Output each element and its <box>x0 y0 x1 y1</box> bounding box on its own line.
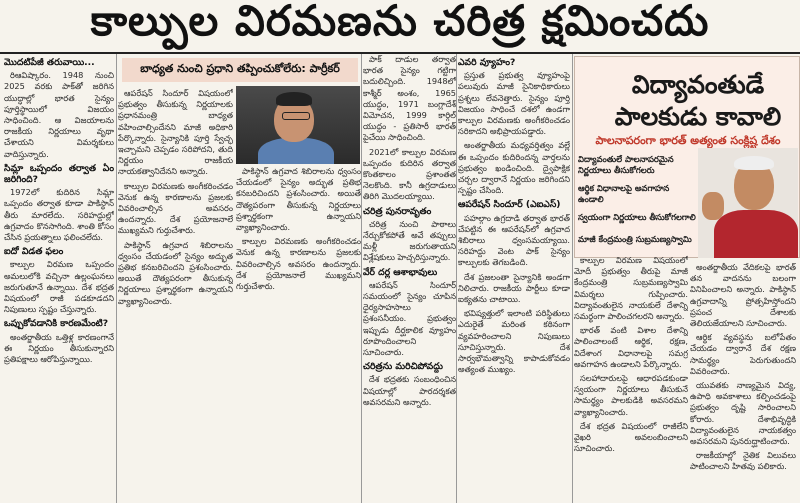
paragraph: దేశ ప్రజలంతా సైన్యానికి అండగా నిలిచారు. రాజకీయ పార్టీలు కూడా ఐక్యతను చాటాయి. <box>458 271 570 305</box>
paragraph: కాల్పుల విరమణకు అంగీకరించడం వెనుక ఉన్న కారణాలను ప్రజలకు వివరించాల్సిన అవసరం ఉందన్నారు. దేశ ప్రయోజనాలే ముఖ్యమని గుర్తుచేశారు. <box>236 236 361 292</box>
paragraph: ఆపరేషన్ సిందూర్ విషయంలో ప్రభుత్వం తీసుకున్న నిర్ణయాలకు ప్రధానమంత్రి బాధ్యత వహించాల్సిందేనని మాజీ అధికారి పేర్కొన్నారు. సైన్యానికి పూర్తి స్వేచ్ఛ ఇచ్చామని చెప్పడం సరిపోదని, తుది నిర్ణయం రాజకీయ నాయకత్వానిదేనని అన్నారు. <box>118 88 233 177</box>
feature-title-line-1: విద్యావంతుడే <box>631 70 765 99</box>
feature-subtitle: పాలనాపరంగా భారత్ అత్యంత సంక్లిష్ట దేశం <box>595 134 781 147</box>
feature-point: స్వయంగా నిర్ణయాలు తీసుకోగలగాలి <box>578 212 696 222</box>
paragraph: సలహాదారులపై ఆధారపడకుండా స్వయంగా నిర్ణయాలు తీసుకునే సామర్థ్యం పాలకుడికి అవసరమని వ్యాఖ్యానించారు. <box>574 373 688 417</box>
paragraph: ఆపరేషన్ సిందూర్ సమయంలో సైన్యం చూపిన ధైర్యసాహసాలు ప్రశంసనీయం. ప్రభుత్వం ఇప్పుడు దీర్ఘకాలిక వ్యూహం రూపొందించాలని సూచించారు. <box>363 279 456 358</box>
sidebar-story-column-1 <box>118 88 233 503</box>
paragraph: భారత్ వంటి విశాల దేశాన్ని పాలించాలంటే ఆర్థిక, రక్షణ, విదేశాంగ విధానాలపై సమగ్ర అవగాహన ఉండాలని పేర్కొన్నారు. <box>574 325 688 369</box>
paragraph: అంతర్జాతీయ ఒత్తిళ్ల కారణంగానే ఈ నిర్ణయం తీసుకున్నారని ప్రతిపక్షాలు ఆరోపిస్తున్నాయి. <box>4 331 114 365</box>
paragraph: ప్రస్తుత ప్రభుత్వ వ్యూహంపై పలువురు మాజీ సైనికాధికారులు ప్రశ్నలు లేవనెత్తారు. సైన్యం పూర్తి విజయం సాధించే దశలో ఉండగా కాల్పుల విరమణకు అంగీకరించడం సరికాదని అభిప్రాయపడ్డారు. <box>458 70 570 137</box>
subheading: వేర్ దర్ల ఆశాభావులు <box>363 266 438 278</box>
subheading: ఐదో విడత ఫలం <box>4 246 64 258</box>
paragraph: భవిష్యత్తులో ఇలాంటి పరిస్థితులు ఎదురైతే మరింత కఠినంగా వ్యవహరించాలని నిపుణులు సూచిస్తున్నారు. దేశ సార్వభౌమత్వాన్ని కాపాడుకోవడం అత్యంత ముఖ్యం. <box>458 308 570 375</box>
paragraph: రాజకీయాల్లో నైతిక విలువలు పాటించాలని హితవు పలికారు. <box>690 450 796 472</box>
feature-title-line-2: పాలకుడు కావాలి <box>614 102 782 131</box>
column-divider <box>572 54 573 503</box>
subheading: ఆపరేషన్ సిందూర్ (ఎఐఎస్) <box>458 199 561 211</box>
paragraph: పహల్గాం ఉగ్రదాడి తర్వాత భారత్ చేపట్టిన ఈ ఆపరేషన్‌లో ఉగ్రవాద శిబిరాలు ధ్వంసమయ్యాయి. సరిహద్దు వెంట పాక్ సైన్యం కాల్పులకు తెగబడింది. <box>458 212 570 268</box>
article-column-3 <box>363 54 456 503</box>
feature-column-1 <box>574 255 688 503</box>
spectacles-icon <box>282 112 310 120</box>
headline: కాల్పుల విరమణను చరిత్ర క్షమించదు <box>0 0 800 54</box>
article-column-1 <box>4 54 114 503</box>
paragraph: ఆర్థిక వ్యవస్థను బలోపేతం చేయడం ద్వారానే దేశ రక్షణ సామర్థ్యం పెరుగుతుందని వివరించారు. <box>690 332 796 376</box>
subheading: ఒప్పుకోవడానికి కారణమేంటి? <box>4 318 109 330</box>
feature-point: విద్యావంతులే పాలనాపరమైన నిర్ణయాలు తీసుకోగలరు <box>578 154 674 175</box>
subheading: చరిత్ర పునరావృతం <box>363 205 432 217</box>
paragraph: చరిత్ర నుంచి పాఠాలు నేర్చుకోకపోతే అవే తప్పులు మళ్లీ జరుగుతాయని విశ్లేషకులు హెచ్చరిస్తున్నారు. <box>363 218 456 263</box>
paragraph: దేశ భద్రతకు సంబంధించిన విషయాల్లో పారదర్శకత అవసరమని అన్నారు. <box>363 374 456 407</box>
raised-hand-icon <box>702 192 724 220</box>
subheading: సిమ్లా ఒప్పందం తర్వాత ఏం జరిగింది? <box>4 162 114 186</box>
paragraph: 2021లో కాల్పుల విరమణ ఒప్పందం కుదిరిన తర్వాత కొంతకాలం ప్రశాంతత నెలకొంది. కానీ ఉగ్రదాడులు తిరిగి మొదలయ్యాయి. <box>363 146 456 202</box>
column-divider <box>361 54 362 503</box>
paragraph: 1972లో కుదిరిన సిమ్లా ఒప్పందం తర్వాత కూడా పాకిస్థాన్ తీరు మారలేదు. సరిహద్దుల్లో ఉగ్రవాదం కొనసాగింది. శాంతి కోసం చేసిన ప్రయత్నాలు ఫలించలేదు. <box>4 187 114 243</box>
subheading: చరిత్రను మరిచిపోవద్దు <box>363 361 443 373</box>
paragraph: దేశ భద్రత విషయంలో రాజీలేని వైఖరి అవలంబించాలని సూచించారు. <box>574 420 688 454</box>
column-divider <box>456 54 457 503</box>
sidebar-story-title: బాధ్యత నుంచి ప్రధాని తప్పించుకోలేరు: పార్రీకర్ <box>122 58 358 82</box>
sidebar-story-column-2 <box>236 166 361 503</box>
photo-body <box>714 210 798 258</box>
speaker-photo <box>698 148 798 258</box>
person-photo <box>236 86 360 164</box>
feature-point: మాజీ కేంద్రమంత్రి సుబ్రమణ్యస్వామి <box>578 234 692 244</box>
feature-column-2 <box>690 262 796 503</box>
paragraph: యువతకు నాణ్యమైన విద్య, ఉపాధి అవకాశాలు కల్పించడంపై ప్రభుత్వం దృష్టి సారించాలని కోరారు. దేశాభివృద్ధికి విద్యావంతులైన నాయకత్వం అవసరమని పునరుద్ఘాటించారు. <box>690 380 796 447</box>
photo-hair <box>276 92 312 106</box>
paragraph: కాల్పుల విరమణ విషయంలో మోదీ ప్రభుత్వం తీరుపై మాజీ కేంద్రమంత్రి సుబ్రమణ్యస్వామి విమర్శలు గుప్పించారు. విద్యావంతులైన నాయకులే దేశాన్ని సమర్థంగా పాలించగలరని అన్నారు. <box>574 255 688 322</box>
paragraph: పాకిస్థాన్ ఉగ్రవాద శిబిరాలను ధ్వంసం చేయడంలో సైన్యం అద్భుత ప్రతిభ కనబరిచిందని ప్రశంసించారు. అయితే దౌత్యపరంగా తీసుకున్న నిర్ణయాలు ప్రశ్నార్థకంగా ఉన్నాయని వ్యాఖ్యానించారు. <box>236 166 361 233</box>
photo-hair <box>734 156 774 170</box>
feature-point: ఆర్థిక విధానాలపై అవగాహన ఉండాలి <box>578 183 670 204</box>
subheading: ఎవరి వ్యూహం? <box>458 57 516 68</box>
article-column-4 <box>458 54 570 503</box>
paragraph: కాల్పుల విరమణ ఒప్పందం అమలులోకి వచ్చినా ఉల్లంఘనలు జరుగుతూనే ఉన్నాయి. దేశ భద్రత విషయంలో రాజీ పడకూడదని నిపుణులు స్పష్టం చేస్తున్నారు. <box>4 259 114 315</box>
continuation-note: మొదటిపేజీ తరువాయి... <box>4 57 95 68</box>
paragraph: పాక్ దాడుల తర్వాత భారత సైన్యం గట్టిగా బదులిచ్చింది. 1948లో కాశ్మీర్ అంశం, 1965 యుద్ధం, 1971 బంగ్లాదేశ్ విమోచన, 1999 కార్గిల్ యుద్ధం - ప్రతిసారీ భారత్ పైచేయి సాధించింది. <box>363 54 456 143</box>
paragraph: అంతర్జాతీయ మధ్యవర్తిత్వం వల్లే ఈ ఒప్పందం కుదిరిందన్న వార్తలను ప్రభుత్వం ఖండించింది. ద్వైపాక్షిక చర్చల ద్వారానే నిర్ణయం జరిగిందని స్పష్టం చేసింది. <box>458 140 570 196</box>
paragraph: రిఆవిష్కారం. 1948 నుంచి 2025 వరకు పాక్‌తో జరిగిన యుద్ధాల్లో భారత సైన్యం పూర్తిస్థాయిలో విజయం సాధించింది. ఆ విజయాలను రాజకీయ నిర్ణయాలు వృథా చేశాయని విమర్శకులు వాదిస్తున్నారు. <box>4 70 114 159</box>
paragraph: పాకిస్థాన్ ఉగ్రవాద శిబిరాలను ధ్వంసం చేయడంలో సైన్యం అద్భుత ప్రతిభ కనబరిచిందని ప్రశంసించారు. అయితే దౌత్యపరంగా తీసుకున్న నిర్ణయాలు ప్రశ్నార్థకంగా ఉన్నాయని వ్యాఖ్యానించారు. <box>118 239 233 306</box>
column-divider <box>116 54 117 503</box>
paragraph: అంతర్జాతీయ వేదికలపై భారత్ తన వాదనను బలంగా వినిపించాలని అన్నారు. పాకిస్థాన్ ఉగ్రవాదాన్ని ప్రోత్సహిస్తోందని ప్రపంచ దేశాలకు తెలియజేయాలని సూచించారు. <box>690 262 796 329</box>
paragraph: కాల్పుల విరమణకు అంగీకరించడం వెనుక ఉన్న కారణాలను ప్రజలకు వివరించాల్సిన అవసరం ఉందన్నారు. దేశ ప్రయోజనాలే ముఖ్యమని గుర్తుచేశారు. <box>118 180 233 236</box>
